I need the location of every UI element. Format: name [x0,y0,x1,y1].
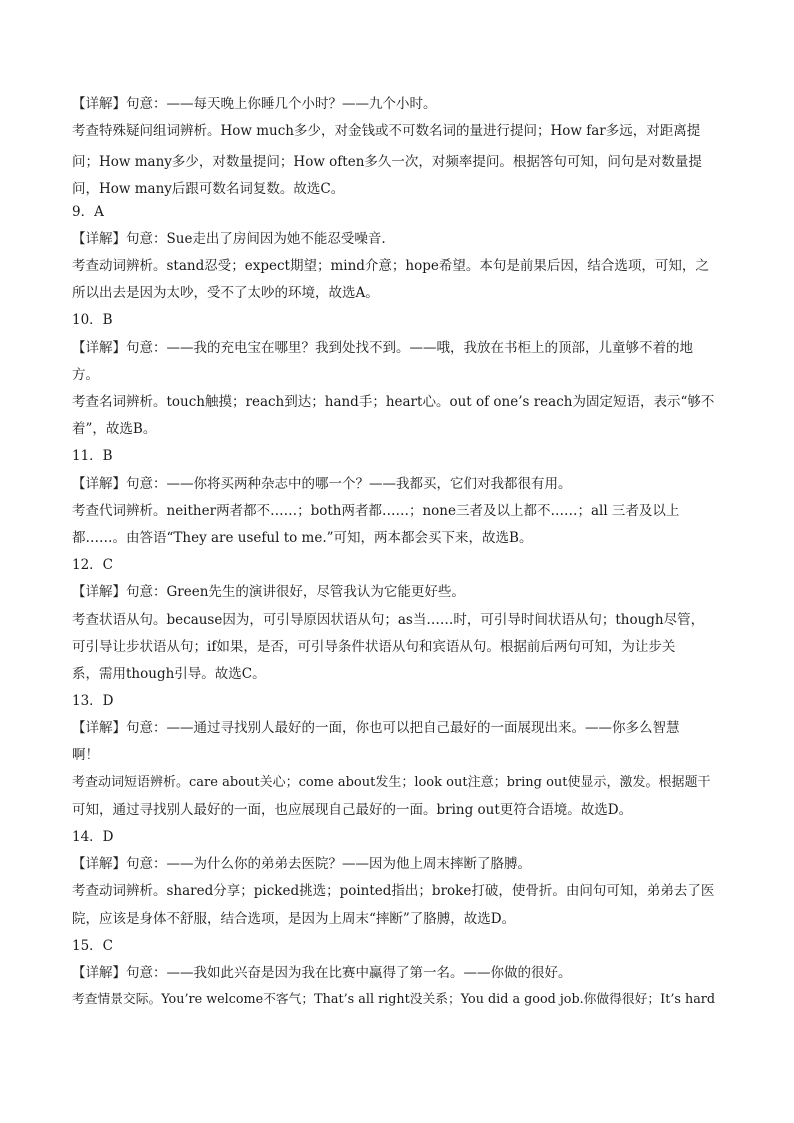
question-number: 11．B [72,448,113,464]
explanation-line: 考查状语从句。because因为，可引导原因状语从句；as当……时，可引导时间状语从句；though尽管， [72,612,705,628]
explanation-line: 考查代词辨析。neither两者都不……；both两者都……；none三者及以上都不……；all 三者及以上 [72,503,680,519]
explanation-line: 可引导让步状语从句；if如果，是否，可引导条件状语从句和宾语从句。根据前后两句可知，为让步关 [72,639,676,655]
explanation-line: 啊！ [72,747,99,763]
explanation-line: 【详解】句意：Green先生的演讲很好，尽管我认为它能更好些。 [72,584,465,600]
explanation-line: 【详解】句意：——通过寻找别人最好的一面，你也可以把自己最好的一面展现出来。——你多么智慧 [72,720,680,736]
explanation-line: 【详解】句意：——为什么你的弟弟去医院？——因为他上周末摔断了胳膊。 [72,856,531,872]
explanation-line: 考查动词短语辨析。care about关心；come about发生；look out注意；bring out使显示，激发。根据题干 [72,775,711,790]
question-number: 13．D [72,693,114,709]
question-number: 12．C [72,557,114,573]
explanation-line: 所以出去是因为太吵，受不了太吵的环境，故选A。 [72,285,379,301]
explanation-line: 系，需用though引导。故选C。 [72,666,266,682]
explanation-line: 方。 [72,367,99,383]
explanation-line: 着”，故选B。 [72,421,157,437]
explanation-line: 【详解】句意：Sue走出了房间因为她不能忍受噪音. [72,231,386,247]
explanation-line: 院，应该是身体不舒服，结合选项，是因为上周末“摔断”了胳膊，故选D。 [72,911,516,927]
question-number: 9．A [72,204,104,220]
explanation-line: 问；How many多少，对数量提问；How often多久一次，对频率提问。根据答句可知，问句是对数量提问，How many后跟可数名词复数。故选C。 [72,154,702,197]
question-number: 10．B [72,312,113,328]
explanation-line: 可知，通过寻找别人最好的一面，也应展现自己最好的一面。bring out更符合语境。故选D。 [72,802,633,818]
explanation-line: 考查情景交际。You’re welcome不客气；That’s all right没关系；You did a good job.你做得很好；It’s hard [72,992,716,1007]
explanation-line: 考查动词辨析。stand忍受；expect期望；mind介意；hope希望。本句是前果后因，结合选项，可知，之 [72,258,709,274]
explanation-line: 考查名词辨析。touch触摸；reach到达；hand手；heart心。out of one’s reach为固定短语，表示“够不 [72,394,715,410]
explanation-line: 【详解】句意：——每天晚上你睡几个小时？——九个小时。 [72,96,437,112]
explanation-line: 考查特殊疑问组词辨析。How much多少，对金钱或不可数名词的量进行提问；How far多远，对距离提 [72,123,701,139]
explanation-line: 【详解】句意：——我如此兴奋是因为我在比赛中赢得了第一名。——你做的很好。 [72,965,572,981]
explanation-line: 考查动词辨析。shared分享；picked挑选；pointed指出；broke打破，使骨折。由问句可知，弟弟去了医 [72,883,715,899]
explanation-line: 【详解】句意：——你将买两种杂志中的哪一个？——我都买，它们对我都很有用。 [72,476,572,492]
explanation-line: 【详解】句意：——我的充电宝在哪里？我到处找不到。——哦，我放在书柜上的顶部，儿童够不着的地 [72,340,693,356]
explanation-line: 都……。由答语“They are useful to me.”可知，两本都会买下来，故选B。 [72,530,533,546]
question-number: 15．C [72,938,114,954]
question-number: 14．D [72,829,114,845]
